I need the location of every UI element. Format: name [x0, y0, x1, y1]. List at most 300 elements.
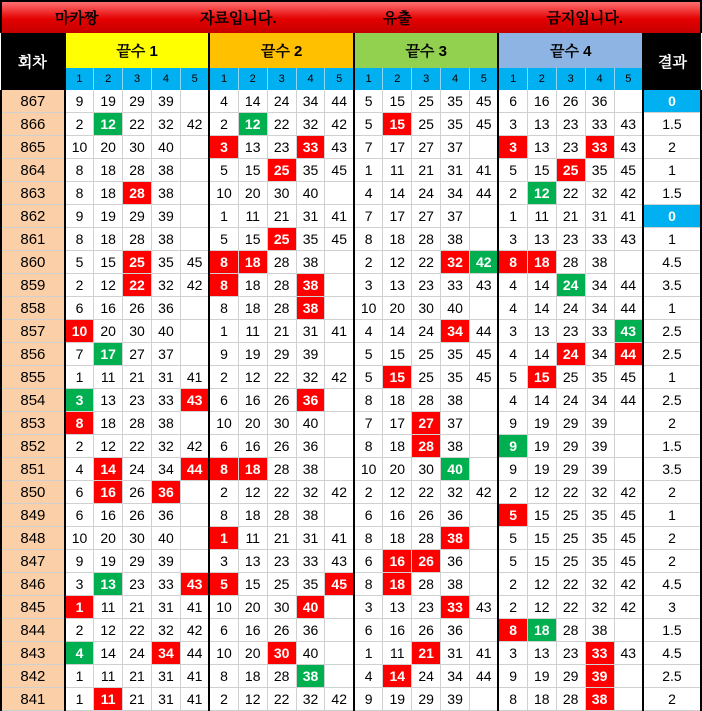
table-row — [1, 366, 701, 389]
number-cell-highlighted: 12 — [527, 182, 556, 205]
number-cell: 18 — [383, 527, 412, 550]
number-cell-highlighted: 9 — [498, 435, 527, 458]
number-cell: 3 — [354, 274, 383, 297]
number-cell: 18 — [383, 435, 412, 458]
number-cell: 22 — [412, 251, 441, 274]
number-cell: 19 — [527, 458, 556, 481]
number-cell: 39 — [441, 688, 470, 711]
number-cell: 45 — [180, 251, 209, 274]
number-cell — [325, 642, 354, 665]
number-cell: 35 — [585, 366, 614, 389]
number-cell: 38 — [585, 619, 614, 642]
number-cell: 19 — [94, 205, 123, 228]
number-cell: 6 — [498, 90, 527, 113]
number-cell-highlighted: 25 — [556, 159, 585, 182]
table-row — [1, 389, 701, 412]
number-cell: 13 — [94, 389, 123, 412]
number-cell: 21 — [123, 366, 152, 389]
number-cell: 29 — [267, 343, 296, 366]
number-cell: 24 — [267, 90, 296, 113]
number-cell: 2 — [65, 274, 94, 297]
number-cell: 32 — [585, 481, 614, 504]
number-cell — [325, 274, 354, 297]
number-cell: 26 — [412, 619, 441, 642]
round-number: 867 — [1, 90, 65, 113]
number-cell: 41 — [325, 527, 354, 550]
number-cell: 22 — [123, 113, 152, 136]
number-cell: 23 — [267, 136, 296, 159]
number-cell: 5 — [209, 228, 238, 251]
number-cell: 22 — [267, 688, 296, 711]
number-cell: 11 — [238, 205, 267, 228]
number-cell: 25 — [556, 504, 585, 527]
result-value: 2 — [643, 481, 701, 504]
number-cell — [614, 251, 643, 274]
number-cell: 12 — [238, 688, 267, 711]
number-cell — [180, 90, 209, 113]
number-cell: 26 — [123, 297, 152, 320]
number-cell: 37 — [441, 136, 470, 159]
table-row — [1, 343, 701, 366]
number-cell — [470, 573, 499, 596]
number-cell: 40 — [152, 320, 181, 343]
number-cell: 43 — [470, 274, 499, 297]
number-cell: 32 — [152, 274, 181, 297]
number-cell: 25 — [412, 90, 441, 113]
number-cell — [325, 619, 354, 642]
round-number: 854 — [1, 389, 65, 412]
number-cell: 14 — [527, 389, 556, 412]
number-cell: 4 — [498, 274, 527, 297]
number-cell: 36 — [296, 435, 325, 458]
number-cell: 13 — [383, 596, 412, 619]
number-cell-highlighted: 40 — [441, 458, 470, 481]
number-cell: 2 — [209, 481, 238, 504]
number-cell: 16 — [94, 504, 123, 527]
result-value: 1 — [643, 159, 701, 182]
number-cell: 34 — [441, 665, 470, 688]
sub-number-g2-5: 5 — [325, 68, 354, 90]
number-cell — [470, 297, 499, 320]
number-cell — [470, 228, 499, 251]
number-cell: 30 — [412, 297, 441, 320]
number-cell — [325, 389, 354, 412]
number-cell-highlighted: 11 — [94, 688, 123, 711]
number-cell: 43 — [614, 228, 643, 251]
sub-number-g4-5: 5 — [614, 68, 643, 90]
number-cell: 35 — [585, 550, 614, 573]
number-cell-highlighted: 15 — [383, 113, 412, 136]
number-cell: 20 — [94, 527, 123, 550]
number-cell: 18 — [238, 297, 267, 320]
number-cell: 42 — [180, 619, 209, 642]
number-cell — [325, 435, 354, 458]
result-value: 4.5 — [643, 642, 701, 665]
number-cell: 1 — [209, 320, 238, 343]
number-cell: 25 — [556, 366, 585, 389]
number-cell: 30 — [267, 412, 296, 435]
number-cell: 16 — [238, 619, 267, 642]
number-cell: 15 — [383, 343, 412, 366]
number-cell — [614, 665, 643, 688]
number-cell — [180, 412, 209, 435]
number-cell: 29 — [556, 665, 585, 688]
number-cell: 22 — [123, 435, 152, 458]
number-cell: 6 — [65, 297, 94, 320]
number-cell — [325, 297, 354, 320]
number-cell: 20 — [94, 136, 123, 159]
number-cell: 22 — [556, 182, 585, 205]
number-cell: 32 — [296, 113, 325, 136]
number-cell: 11 — [94, 366, 123, 389]
number-cell: 36 — [585, 90, 614, 113]
number-cell: 40 — [296, 182, 325, 205]
number-cell-highlighted: 32 — [441, 251, 470, 274]
number-cell: 34 — [585, 297, 614, 320]
number-cell: 6 — [209, 619, 238, 642]
number-cell-highlighted: 16 — [383, 550, 412, 573]
number-cell: 6 — [65, 481, 94, 504]
number-cell-highlighted: 13 — [94, 573, 123, 596]
number-cell — [180, 343, 209, 366]
number-cell: 30 — [412, 458, 441, 481]
result-value: 4.5 — [643, 573, 701, 596]
number-cell: 16 — [94, 297, 123, 320]
number-cell: 38 — [152, 412, 181, 435]
number-cell: 45 — [614, 550, 643, 573]
number-cell: 42 — [614, 182, 643, 205]
number-cell: 8 — [498, 688, 527, 711]
number-cell: 20 — [238, 596, 267, 619]
number-cell: 9 — [354, 688, 383, 711]
number-cell: 39 — [585, 435, 614, 458]
number-cell: 5 — [498, 159, 527, 182]
number-cell: 38 — [585, 251, 614, 274]
group-header-3: 끝수 3 — [354, 33, 499, 68]
number-cell: 22 — [556, 481, 585, 504]
number-cell: 38 — [441, 435, 470, 458]
number-cell: 33 — [585, 113, 614, 136]
number-cell: 35 — [441, 343, 470, 366]
number-cell: 6 — [209, 389, 238, 412]
number-cell: 21 — [267, 527, 296, 550]
number-cell: 45 — [614, 527, 643, 550]
number-cell: 1 — [354, 642, 383, 665]
number-cell: 6 — [354, 504, 383, 527]
result-value: 2 — [643, 550, 701, 573]
number-cell: 18 — [383, 228, 412, 251]
number-cell: 37 — [441, 412, 470, 435]
number-cell: 23 — [412, 274, 441, 297]
number-cell: 31 — [296, 205, 325, 228]
number-cell: 13 — [238, 550, 267, 573]
number-cell: 40 — [152, 136, 181, 159]
number-cell: 40 — [296, 642, 325, 665]
number-cell: 4 — [354, 320, 383, 343]
number-cell-highlighted: 15 — [527, 366, 556, 389]
number-cell-highlighted: 22 — [123, 274, 152, 297]
number-cell: 11 — [383, 642, 412, 665]
number-cell: 10 — [209, 642, 238, 665]
number-cell: 28 — [412, 228, 441, 251]
number-cell: 11 — [238, 527, 267, 550]
number-cell: 5 — [498, 550, 527, 573]
number-cell: 42 — [614, 596, 643, 619]
number-cell: 42 — [180, 274, 209, 297]
sub-number-g1-4: 4 — [152, 68, 181, 90]
number-cell: 29 — [123, 550, 152, 573]
number-cell: 9 — [498, 458, 527, 481]
number-cell — [470, 527, 499, 550]
number-cell: 18 — [238, 665, 267, 688]
number-cell — [180, 136, 209, 159]
number-cell-highlighted: 14 — [94, 458, 123, 481]
result-value: 1.5 — [643, 182, 701, 205]
banner-text-4: 금지입니다. — [470, 1, 701, 33]
number-cell-highlighted: 8 — [209, 274, 238, 297]
number-cell-highlighted: 40 — [296, 596, 325, 619]
number-cell: 16 — [238, 435, 267, 458]
number-cell-highlighted: 26 — [412, 550, 441, 573]
number-cell: 33 — [441, 274, 470, 297]
number-cell: 35 — [296, 159, 325, 182]
number-cell: 26 — [267, 619, 296, 642]
number-cell: 21 — [267, 320, 296, 343]
number-cell: 35 — [441, 90, 470, 113]
sub-number-g2-4: 4 — [296, 68, 325, 90]
table-row — [1, 90, 701, 113]
number-cell: 19 — [94, 550, 123, 573]
number-cell: 45 — [614, 366, 643, 389]
round-number: 859 — [1, 274, 65, 297]
sub-number-g4-4: 4 — [585, 68, 614, 90]
number-cell-highlighted: 8 — [209, 458, 238, 481]
number-cell — [470, 435, 499, 458]
number-cell: 20 — [383, 458, 412, 481]
result-value: 0 — [643, 205, 701, 228]
number-cell-highlighted: 38 — [296, 297, 325, 320]
number-cell: 34 — [296, 90, 325, 113]
number-cell: 2 — [209, 688, 238, 711]
number-cell: 41 — [180, 688, 209, 711]
number-cell: 29 — [556, 435, 585, 458]
round-number: 842 — [1, 665, 65, 688]
number-cell-highlighted: 12 — [94, 113, 123, 136]
number-cell: 26 — [267, 435, 296, 458]
number-cell: 9 — [65, 90, 94, 113]
number-cell-highlighted: 8 — [498, 251, 527, 274]
number-cell: 38 — [296, 504, 325, 527]
number-cell: 35 — [441, 366, 470, 389]
number-cell: 34 — [585, 343, 614, 366]
number-cell — [180, 527, 209, 550]
round-number: 860 — [1, 251, 65, 274]
number-cell: 44 — [614, 274, 643, 297]
number-cell: 12 — [527, 573, 556, 596]
number-cell — [325, 596, 354, 619]
number-cell: 30 — [267, 596, 296, 619]
number-cell: 39 — [296, 343, 325, 366]
number-cell: 8 — [354, 228, 383, 251]
number-cell: 15 — [527, 527, 556, 550]
number-cell: 41 — [325, 320, 354, 343]
number-cell-highlighted: 18 — [238, 458, 267, 481]
number-cell: 21 — [123, 688, 152, 711]
result-value: 2 — [643, 527, 701, 550]
number-cell-highlighted: 36 — [296, 389, 325, 412]
number-cell: 41 — [180, 596, 209, 619]
table-row — [1, 642, 701, 665]
number-cell: 39 — [585, 412, 614, 435]
number-cell: 44 — [614, 389, 643, 412]
number-cell: 7 — [354, 205, 383, 228]
number-cell: 15 — [527, 504, 556, 527]
number-cell: 18 — [527, 688, 556, 711]
number-cell: 28 — [267, 458, 296, 481]
table-row — [1, 251, 701, 274]
number-cell: 29 — [123, 90, 152, 113]
number-cell: 42 — [180, 435, 209, 458]
number-cell — [614, 412, 643, 435]
number-cell-highlighted: 33 — [441, 596, 470, 619]
number-cell-highlighted: 33 — [585, 642, 614, 665]
number-cell: 22 — [556, 596, 585, 619]
round-number: 853 — [1, 412, 65, 435]
number-cell: 15 — [238, 159, 267, 182]
number-cell: 20 — [238, 182, 267, 205]
number-cell: 10 — [354, 297, 383, 320]
number-cell: 36 — [296, 619, 325, 642]
number-cell: 30 — [123, 320, 152, 343]
number-cell: 4 — [498, 297, 527, 320]
round-number: 852 — [1, 435, 65, 458]
number-cell: 28 — [556, 251, 585, 274]
number-cell: 6 — [354, 550, 383, 573]
number-cell: 12 — [527, 481, 556, 504]
number-cell: 13 — [527, 642, 556, 665]
number-cell-highlighted: 15 — [383, 366, 412, 389]
number-cell: 22 — [267, 113, 296, 136]
number-cell: 18 — [238, 504, 267, 527]
number-cell: 13 — [238, 136, 267, 159]
table-row — [1, 182, 701, 205]
number-cell: 23 — [556, 113, 585, 136]
number-cell: 38 — [441, 389, 470, 412]
round-number: 843 — [1, 642, 65, 665]
number-cell: 5 — [498, 527, 527, 550]
number-cell: 3 — [498, 320, 527, 343]
number-cell: 5 — [498, 366, 527, 389]
number-cell: 19 — [238, 343, 267, 366]
number-cell: 11 — [94, 665, 123, 688]
number-cell: 44 — [325, 90, 354, 113]
result-value: 1.5 — [643, 619, 701, 642]
number-cell: 26 — [123, 481, 152, 504]
number-cell: 24 — [412, 182, 441, 205]
banner-text-1: 마카짱 — [1, 1, 152, 33]
number-cell — [614, 90, 643, 113]
number-cell-highlighted: 38 — [296, 665, 325, 688]
number-cell: 17 — [383, 412, 412, 435]
number-cell: 25 — [412, 343, 441, 366]
number-cell: 28 — [412, 573, 441, 596]
number-cell: 30 — [267, 182, 296, 205]
result-value: 2.5 — [643, 665, 701, 688]
number-cell: 28 — [412, 527, 441, 550]
number-cell: 33 — [585, 228, 614, 251]
round-header: 회차 — [1, 33, 65, 90]
number-cell: 2 — [498, 481, 527, 504]
number-cell: 36 — [152, 504, 181, 527]
number-cell: 22 — [123, 619, 152, 642]
sub-number-g3-2: 2 — [383, 68, 412, 90]
number-cell: 32 — [296, 481, 325, 504]
result-value: 2.5 — [643, 320, 701, 343]
sub-number-row — [1, 68, 701, 90]
number-cell: 13 — [383, 274, 412, 297]
sub-number-g2-1: 1 — [209, 68, 238, 90]
number-cell: 23 — [556, 320, 585, 343]
number-cell: 10 — [65, 527, 94, 550]
number-cell: 12 — [383, 481, 412, 504]
sub-number-g1-2: 2 — [94, 68, 123, 90]
number-cell — [325, 504, 354, 527]
title-banner — [1, 1, 701, 33]
number-cell — [180, 320, 209, 343]
number-cell: 14 — [527, 274, 556, 297]
number-cell-highlighted: 18 — [383, 573, 412, 596]
number-cell-highlighted: 17 — [94, 343, 123, 366]
number-cell: 18 — [94, 228, 123, 251]
number-cell — [180, 481, 209, 504]
number-cell-highlighted: 25 — [123, 251, 152, 274]
number-cell: 8 — [354, 389, 383, 412]
number-cell: 32 — [585, 573, 614, 596]
number-cell-highlighted: 28 — [123, 182, 152, 205]
table-row — [1, 320, 701, 343]
number-cell-highlighted: 43 — [180, 389, 209, 412]
number-cell: 45 — [470, 113, 499, 136]
number-cell: 35 — [585, 159, 614, 182]
result-value: 2 — [643, 412, 701, 435]
table-row — [1, 688, 701, 711]
number-cell: 13 — [527, 136, 556, 159]
number-cell: 25 — [267, 573, 296, 596]
sub-number-g1-5: 5 — [180, 68, 209, 90]
number-cell: 38 — [152, 159, 181, 182]
number-cell: 10 — [354, 458, 383, 481]
number-cell: 7 — [354, 136, 383, 159]
number-cell-highlighted: 34 — [441, 320, 470, 343]
number-cell: 6 — [209, 435, 238, 458]
number-cell: 38 — [441, 228, 470, 251]
number-cell-highlighted: 33 — [585, 136, 614, 159]
table-row — [1, 435, 701, 458]
number-cell: 2 — [498, 596, 527, 619]
number-cell: 24 — [123, 458, 152, 481]
number-cell — [470, 458, 499, 481]
number-cell: 16 — [527, 90, 556, 113]
number-cell: 15 — [383, 90, 412, 113]
number-cell: 12 — [94, 619, 123, 642]
number-cell: 11 — [238, 320, 267, 343]
number-cell: 28 — [412, 389, 441, 412]
number-cell: 14 — [94, 642, 123, 665]
number-cell: 34 — [441, 182, 470, 205]
number-cell: 23 — [556, 228, 585, 251]
number-cell-highlighted: 4 — [65, 642, 94, 665]
number-cell-highlighted: 3 — [209, 136, 238, 159]
